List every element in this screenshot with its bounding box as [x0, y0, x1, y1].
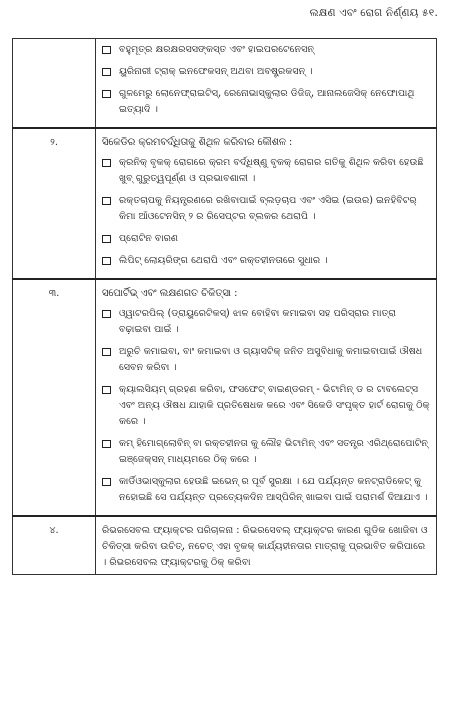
list-item-text: କ୍ରନିକ୍ ବୃକକ୍ ରୋଗରେ କ୍ରମ ବର୍ଦ୍ଧିଷ୍ଣୁ ବୃକକ୍ ରୋଗର ଗତିକୁ ଶିଥିଳ କରିବା ହେଉଛି ଖୁବ୍ ଗୁରୁତ୍ୱପୂର୍ଣ୍ଣ ଓ ପ୍ରଭାବଶାଳୀ । [119, 157, 424, 184]
row-content [96, 39, 437, 129]
list-item [102, 86, 430, 118]
treatment-table [12, 38, 437, 575]
list-item-text: କାର୍ଡିଓଭାସ୍କୁଲାର ହେଉଛି ଇଭେନ୍ ର ପୂର୍ବ ସୁରକ୍ଷା । ଯେ ପର୍ଯ୍ୟନ୍ତ କନଟ୍ରାଡିକେଟ୍ କୁ ନହୋଇଛି ସେ ପର୍ଯ୍ୟନ୍ତ ପ୍ରତ୍ୟେକଦିନ ଆସ୍ପିରିନ୍ ଖାଇବା ପାଇଁ ପରାମର୍ଶ ଦିଆଯାଏ । [119, 476, 428, 503]
list-item [102, 193, 430, 225]
running-header: ଲକ୍ଷଣ ଏବଂ ରୋଗ ନିର୍ଣ୍ଣୟ ୫୧. [309, 7, 438, 19]
row-content [96, 279, 437, 516]
list-item [102, 231, 430, 247]
list-item-text: ଅରୁଚି କମାଇବା, ବାଂ କମାଇବା ଓ ଗ୍ୟାସଟିକ୍ ଜନିତ ଅସୁବିଧାକୁ କମାଇବାପାଇଁ ଔଷଧ ସେବନ କରିବା । [119, 346, 423, 373]
table-row [13, 128, 437, 279]
checkbox-icon [102, 478, 111, 486]
row-number: ୨. [13, 128, 96, 279]
checkbox-icon [102, 46, 111, 54]
list-item [102, 42, 430, 58]
row-paragraph: ରିଭରସେବଲ ଫ୍ୟାକ୍ଟର ପରିଚାଳନା : ରିଭରସେବଲ୍ ଫ୍ୟାକ୍ଟର କାରଣ ଗୁଡିକ ଖୋଜିବା ଓ ଚିକିତ୍ସା କରିବା ଉଚିତ୍, ନଚେତ୍ ଏହା ବୃକକ୍ କାର୍ଯ୍ୟହୀନତାର ମାତ୍ରାକୁ ପ୍ରଭାବିତ କରିପାରେ । ରିଭରସେବଲ ଫ୍ୟାକ୍ଟରକୁ ଠିକ୍ କରିବା [102, 525, 428, 568]
list-item-text: ୟୁରିନାରୀ ଟ୍ରାକ୍ ଇନଫେକସନ୍ ଅଥବା ଅବଷ୍ଟ୍ରକସନ୍ । [119, 66, 313, 77]
list-item [102, 382, 430, 430]
checkbox-icon [102, 90, 111, 98]
table-row [13, 516, 437, 575]
list-item-text: ପ୍ରୋଟିନ ବାରଣ [119, 233, 179, 244]
list-item [102, 253, 430, 269]
list-item-text: ଲିପିଟ୍ ଲୋୟରିଙ୍ଗ ଥେରାପି ଏବଂ ରକ୍ତହୀନତାରେ ସୁଧାର । [119, 255, 328, 266]
row-content [96, 516, 437, 575]
checkbox-icon [102, 197, 111, 205]
list-item [102, 474, 430, 506]
list-item-text: କମ୍ ହିମୋଗ୍ଲୋବିନ୍ ବା ରକ୍ତହୀନତା କୁ ଲୌହ ଭିଟାମିନ୍ ଏବଂ ସତନ୍ତ୍ର ଏରିଥ୍ରୋପୋଟିନ୍ ଇଞ୍ଜେକ୍ସନ୍ ମାଧ୍ୟମରେ ଠିକ୍ କରେ । [119, 438, 428, 465]
row-number: ୩. [13, 279, 96, 516]
checkbox-icon [102, 386, 111, 394]
list-item-text: ରକ୍ତଚାପକୁ ନିୟନ୍ତ୍ରଣରେ ରଖିବାପାଇଁ ବ୍ଲଡ଼ଚାପ ଏବଂ ଏସିଇ (ଇଉର) ଇନହିବିଟର୍ କିମା ଆଁଓଟେନସିନ୍ ୨ ର ରିସେପ୍ଟର ବ୍ଲକର ଥେରାପି । [119, 195, 417, 222]
checkbox-icon [102, 310, 111, 318]
list-item-text: କ୍ୟାଲସିୟମ୍ ଗ୍ରହଣ କରିବା, ଫସଫେଟ୍ ବାଇଣ୍ଡରମ୍ - ଭିଟାମିନ୍ ଡ ର ଟାବଲେଟ୍ସ ଏବଂ ଅନ୍ୟ ଔଷଧ ଯାହାକି ପ୍ରତିଷେଧକ କରେ ଏବଂ ସିକେଡି ସଂପୃକ୍ତ ହାର୍ଟ ରୋଗକୁ ଠିକ୍ କରେ । [119, 384, 430, 427]
checkbox-icon [102, 159, 111, 167]
list-item [102, 155, 430, 187]
row-content [96, 128, 437, 279]
list-item [102, 436, 430, 468]
checkbox-icon [102, 348, 111, 356]
checkbox-icon [102, 440, 111, 448]
row-heading: ସପୋର୍ଟିଭ୍ ଏବଂ ଲକ୍ଷଣଗତ ଚିକିତ୍ସା : [102, 288, 238, 299]
list-item [102, 344, 430, 376]
list-item [102, 64, 430, 80]
row-heading: ସିକେଡିର କ୍ରମବର୍ଦ୍ଧିତାକୁ ଶିଥିଳ କରିବାର କୌଶଳ : [102, 137, 293, 148]
list-item-text: ବହୁମୂତ୍ର କ୍ଷରକ୍ଷରସସଙ୍କସ୍ତ ଏବଂ ହାଇପରଟେନେସନ୍ [119, 44, 314, 55]
list-item-text: ଗୁଳମେରୁ ଲୋନେଫ୍ରାଇଟିସ୍, ରେନୋଭାସ୍କୁଲାର ଡିଜିଜ୍, ଆନାଲଜେସିକ୍ ନେଫୋପାଥି ଇତ୍ୟାଦି । [119, 88, 415, 115]
list-item [102, 306, 430, 338]
row-number: ୪. [13, 516, 96, 575]
checkbox-icon [102, 257, 111, 265]
checkbox-icon [102, 235, 111, 243]
row-number [13, 39, 96, 129]
list-item-text: ଓ୍ୱାଟରପିଲ୍ (ଡ୍ରାୟୁରେଟିକସ୍) ଝାଳ ବୋହିବା କମାଇବା ସହ ପରିସ୍ରାର ମାତ୍ରା ବଢ଼ାଇବା ପାଇଁ । [119, 308, 396, 335]
checkbox-icon [102, 68, 111, 76]
table-row [13, 279, 437, 516]
table-row [13, 39, 437, 129]
